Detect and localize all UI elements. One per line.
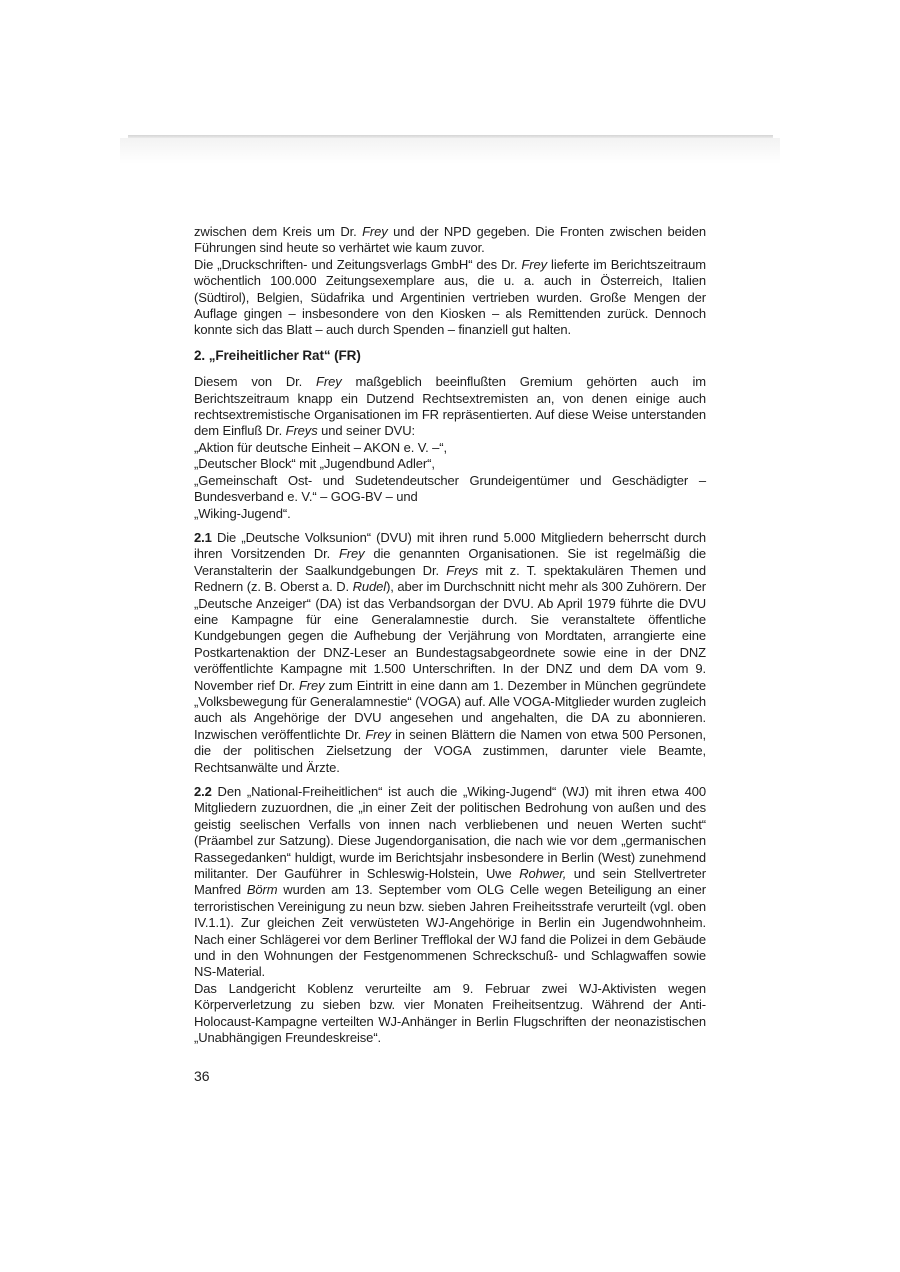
section-2-1: 2.1 Die „Deutsche Volksunion“ (DVU) mit ihren rund 5.000 Mitgliedern beherrscht durch ihren Vorsitzenden Dr. Frey die genannten Organisationen. Sie ist regelmäßig die Veranstalterin der Saalkundgebungen Dr. Freys mit z. T. spektakulären Themen und Rednern (z. B. Oberst a. D. Rudel), aber im Durchschnitt nicht mehr als 300 Zuhörern. Der „Deutsche Anzeiger“ (DA) ist das Verbandsorgan der DVU. Ab April 1979 führte die DVU eine Kampagne für eine Generalamnestie durch. Sie veranstaltete öffentliche Kundgebungen gegen die Aufhebung der Verjährung von Mordtaten, arrangierte eine Postkartenaktion der DNZ-Leser an Bundestagsabgeordnete sowie eine in der DNZ veröffentlichte Kampagne mit 1.500 Unterschriften. In der DNZ und dem DA vom 9. November rief Dr. Frey zum Eintritt in eine dann am 1. Dezember in München gegründete „Volksbewegung für Generalamnestie“ (VOGA) auf. Alle VOGA-Mitglieder wurden zugleich auch als Angehörige der DVU angesehen und angehalten, die DA zu abonnieren. Inzwischen veröffentlichte Dr. Frey in seinen Blättern die Namen von etwa 500 Personen, die der politischen Zielsetzung der VOGA zustimmen, darunter viele Beamte, Rechtsanwälte und Ärzte. [194, 529, 707, 775]
name-rudel: Rudel [352, 579, 387, 595]
organization-item: „Wiking-Jugend“. [194, 505, 291, 521]
name-frey: Frey [338, 546, 365, 562]
section-heading: 2. „Freiheitlicher Rat“ (FR) [194, 347, 361, 363]
name-rohwer: Rohwer, [519, 866, 567, 882]
paragraph-fr: Diesem von Dr. Frey maßgeblich beeinflußten Gremium gehörten auch im Berichtszeitraum knapp ein Dutzend Rechtsextremisten an, von denen einige auch rechtsextremistische Organisationen im FR repräsentierten. Auf diese Weise unterstanden dem Einfluß Dr. Freys und seiner DVU: [194, 374, 706, 439]
name-frey: Frey [362, 224, 388, 239]
page-number: 36 [194, 1068, 210, 1084]
paragraph-intro: zwischen dem Kreis um Dr. Frey und der NPD gegeben. Die Fronten zwischen beiden Führungen sind heute so verhärtet wie kaum zuvor. [194, 224, 706, 256]
section-2-2: 2.2 Den „National-Freiheitlichen“ ist auch die „Wiking-Jugend“ (WJ) mit ihren etwa 400 Mitgliedern zuzuordnen, die „in einer Zeit der politischen Bedrohung von außen und des geistig seelischen Verfalls von innen nach verbliebenen und neuen Werten sucht“ (Präambel zur Satzung). Diese Jugendorganisation, die nach wie vor dem „germanischen Rassegedanken“ huldigt, wurde im Berichtsjahr insbesondere in Berlin (West) zunehmend militanter. Der Gauführer in Schleswig-Holstein, Uwe Rohwer, und sein Stellvertreter Manfred Börm wurden am 13. September vom OLG Celle wegen Beteiligung an einer terroristischen Vereinigung zu neun bzw. sieben Jahren Freiheitsstrafe verurteilt (vgl. oben IV.1.1). Zur gleichen Zeit verwüsteten WJ-Angehörige in Berlin ein Jugendwohnheim. Nach einer Schlägerei vor dem Berliner Trefflokal der WJ fand die Polizei in dem Gebäude und in den Wohnungen der Festgenommenen Schreckschuß- und Schlagwaffen sowie NS-Material. [194, 784, 706, 980]
name-frey: Frey [316, 374, 342, 390]
organization-item: „Gemeinschaft Ost- und Sudetendeutscher Grundeigentümer und Geschädigter – Bundesverband e. V.“ – GOG-BV – und [194, 472, 706, 505]
section-number: 2.2 [194, 784, 212, 799]
scan-shadow [120, 138, 780, 164]
organization-item: „Aktion für deutsche Einheit – AKON e. V. –“, [194, 439, 447, 455]
page-body [194, 224, 706, 1047]
name-boerm: Börm [246, 882, 278, 898]
name-frey: Frey [365, 726, 391, 742]
paragraph-verlag: Die „Druckschriften- und Zeitungsverlags GmbH“ des Dr. Frey lieferte im Berichtszeitraum wöchentlich 100.000 Zeitungsexemplare aus, die u. a. auch in Österreich, Italien (Südtirol), Belgien, Südafrika und Argentinien vertrieben wurden. Große Mengen der Auflage gingen – insbesondere von den Kiosken – als Remittenden zurück. Dennoch konnte sich das Blatt – auch durch Spenden – finanziell gut halten. [194, 256, 706, 338]
name-frey: Frey [298, 677, 325, 693]
section-number: 2.1 [194, 529, 212, 545]
name-frey: Frey [521, 256, 548, 272]
name-freys: Freys [446, 562, 479, 578]
paragraph-koblenz: Das Landgericht Koblenz verurteilte am 9. Februar zwei WJ-Aktivisten wegen Körperverletzung zu sieben bzw. vier Monaten Freiheitsentzug. Während der Anti-Holocaust-Kampagne verteilten WJ-Anhänger in Berlin Flugschriften der neonazistischen „Unabhängigen Freundeskreise“. [194, 980, 706, 1046]
name-freys: Freys [285, 423, 318, 439]
organization-item: „Deutscher Block“ mit „Jugendbund Adler“, [194, 456, 435, 472]
